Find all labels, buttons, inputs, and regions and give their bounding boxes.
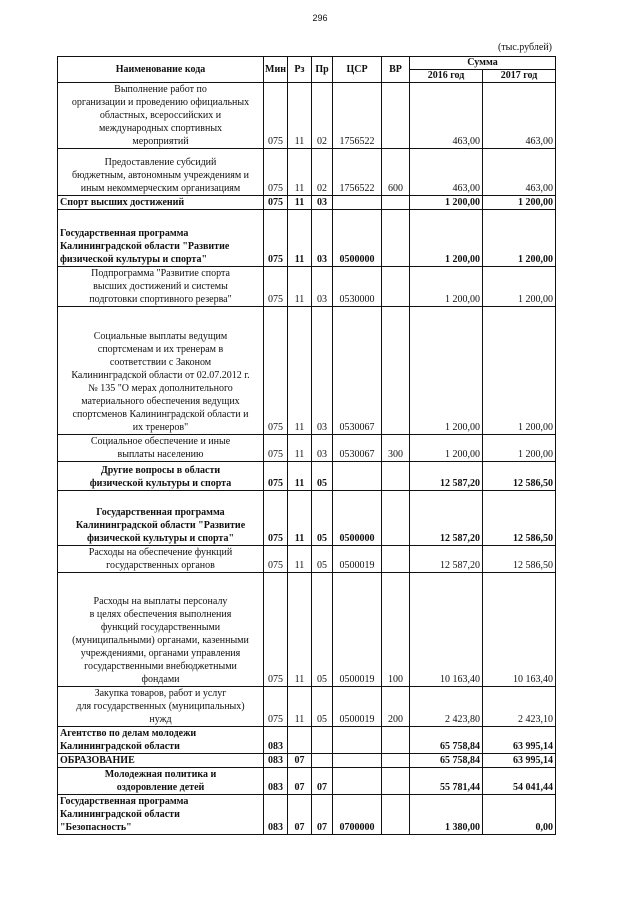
row-min: 075	[264, 546, 288, 573]
row-rz	[288, 727, 312, 754]
row-vr: 300	[382, 435, 410, 462]
row-pr: 03	[312, 267, 333, 307]
row-y2016: 65 758,84	[410, 754, 483, 768]
row-y2017: 1 200,00	[483, 307, 556, 435]
row-name: Предоставление субсидий бюджетным, автономным учреждениям и иным некоммерческим организациям	[58, 149, 264, 196]
table-row	[58, 83, 556, 149]
row-y2016: 463,00	[410, 83, 483, 149]
table-row	[58, 573, 556, 687]
row-pr: 03	[312, 210, 333, 267]
row-rz: 11	[288, 83, 312, 149]
row-pr	[312, 754, 333, 768]
page-number: 296	[312, 13, 328, 23]
row-csr: 0530000	[333, 267, 382, 307]
row-vr	[382, 546, 410, 573]
row-y2017: 1 200,00	[483, 435, 556, 462]
row-min: 083	[264, 754, 288, 768]
header-min: Мин	[264, 57, 288, 83]
row-vr	[382, 795, 410, 835]
row-y2016: 1 200,00	[410, 267, 483, 307]
row-name: Расходы на выплаты персоналу в целях обеспечения выполнения функций государственными (муниципальными) органами, казенными учреждениями, органами управления государственными внебюджетными фондами	[58, 573, 264, 687]
row-rz: 11	[288, 149, 312, 196]
table-row	[58, 687, 556, 727]
row-y2017: 463,00	[483, 83, 556, 149]
row-pr: 07	[312, 768, 333, 795]
row-y2017: 1 200,00	[483, 210, 556, 267]
table-body	[58, 83, 556, 835]
row-y2016: 12 587,20	[410, 462, 483, 491]
row-csr: 1756522	[333, 149, 382, 196]
row-pr: 05	[312, 462, 333, 491]
row-min: 075	[264, 267, 288, 307]
row-vr	[382, 83, 410, 149]
row-name: Подпрограмма "Развитие спорта высших достижений и системы подготовки спортивного резерва"	[58, 267, 264, 307]
row-min: 075	[264, 491, 288, 546]
row-csr	[333, 727, 382, 754]
row-y2016: 1 200,00	[410, 435, 483, 462]
header-sum: Сумма	[410, 57, 556, 70]
table-row	[58, 768, 556, 795]
row-y2016: 10 163,40	[410, 573, 483, 687]
row-rz: 11	[288, 546, 312, 573]
row-csr: 0500000	[333, 210, 382, 267]
row-y2017: 2 423,10	[483, 687, 556, 727]
row-y2017: 12 586,50	[483, 546, 556, 573]
row-y2016: 1 200,00	[410, 196, 483, 210]
row-y2016: 55 781,44	[410, 768, 483, 795]
row-y2017: 54 041,44	[483, 768, 556, 795]
row-min: 075	[264, 83, 288, 149]
row-name: Выполнение работ по организации и проведению официальных областных, всероссийских и международных спортивных мероприятий	[58, 83, 264, 149]
header-pr: Пр	[312, 57, 333, 83]
row-csr	[333, 196, 382, 210]
row-min: 083	[264, 768, 288, 795]
table-row	[58, 196, 556, 210]
row-pr: 03	[312, 307, 333, 435]
header-2017: 2017 год	[483, 70, 556, 83]
row-name: Социальные выплаты ведущим спортсменам и их тренерам в соответствии с Законом Калининградской области от 02.07.2012 г. № 135 "О мерах дополнительного материального обеспечения ведущих спортсменов Калининградской области и их тренеров"	[58, 307, 264, 435]
row-y2016: 1 200,00	[410, 210, 483, 267]
row-min: 075	[264, 307, 288, 435]
row-min: 075	[264, 210, 288, 267]
row-csr: 0500019	[333, 687, 382, 727]
row-y2017: 1 200,00	[483, 196, 556, 210]
row-name: Государственная программа Калининградской области "Развитие физической культуры и спорта"	[58, 210, 264, 267]
row-y2017: 63 995,14	[483, 727, 556, 754]
header-rz: Рз	[288, 57, 312, 83]
row-pr: 05	[312, 573, 333, 687]
table-row	[58, 727, 556, 754]
row-y2017: 63 995,14	[483, 754, 556, 768]
row-rz: 07	[288, 795, 312, 835]
row-csr: 0700000	[333, 795, 382, 835]
row-y2016: 65 758,84	[410, 727, 483, 754]
row-csr: 1756522	[333, 83, 382, 149]
row-rz: 11	[288, 435, 312, 462]
header-2016: 2016 год	[410, 70, 483, 83]
row-csr: 0500000	[333, 491, 382, 546]
row-vr	[382, 768, 410, 795]
row-vr	[382, 307, 410, 435]
header-vr: ВР	[382, 57, 410, 83]
row-vr	[382, 210, 410, 267]
row-y2017: 10 163,40	[483, 573, 556, 687]
row-pr: 02	[312, 149, 333, 196]
row-vr	[382, 491, 410, 546]
row-y2016: 12 587,20	[410, 491, 483, 546]
row-y2017: 12 586,50	[483, 462, 556, 491]
row-min: 075	[264, 149, 288, 196]
row-name: Спорт высших достижений	[58, 196, 264, 210]
row-y2016: 463,00	[410, 149, 483, 196]
row-csr: 0500019	[333, 546, 382, 573]
row-min: 075	[264, 687, 288, 727]
row-y2017: 12 586,50	[483, 491, 556, 546]
row-csr: 0500019	[333, 573, 382, 687]
row-name: ОБРАЗОВАНИЕ	[58, 754, 264, 768]
table-row	[58, 754, 556, 768]
row-y2017: 463,00	[483, 149, 556, 196]
row-min: 075	[264, 196, 288, 210]
row-rz: 11	[288, 462, 312, 491]
row-min: 083	[264, 727, 288, 754]
table-row	[58, 149, 556, 196]
row-vr: 200	[382, 687, 410, 727]
row-name: Молодежная политика и оздоровление детей	[58, 768, 264, 795]
row-name: Агентство по делам молодежи Калининградской области	[58, 727, 264, 754]
row-pr: 05	[312, 687, 333, 727]
row-rz: 11	[288, 267, 312, 307]
row-pr: 02	[312, 83, 333, 149]
row-rz: 11	[288, 491, 312, 546]
row-vr: 100	[382, 573, 410, 687]
row-min: 075	[264, 573, 288, 687]
row-y2016: 12 587,20	[410, 546, 483, 573]
row-pr: 05	[312, 491, 333, 546]
row-csr: 0530067	[333, 307, 382, 435]
budget-table	[57, 56, 556, 835]
row-vr: 600	[382, 149, 410, 196]
row-vr	[382, 462, 410, 491]
table-row	[58, 546, 556, 573]
row-y2017: 0,00	[483, 795, 556, 835]
row-rz: 11	[288, 307, 312, 435]
row-name: Расходы на обеспечение функций государственных органов	[58, 546, 264, 573]
table-row	[58, 795, 556, 835]
row-pr: 03	[312, 196, 333, 210]
header-csr: ЦСР	[333, 57, 382, 83]
header-name: Наименование кода	[58, 57, 264, 83]
row-csr: 0530067	[333, 435, 382, 462]
row-y2016: 2 423,80	[410, 687, 483, 727]
table-row	[58, 435, 556, 462]
row-csr	[333, 754, 382, 768]
row-name: Социальное обеспечение и иные выплаты населению	[58, 435, 264, 462]
table-row	[58, 210, 556, 267]
row-y2016: 1 200,00	[410, 307, 483, 435]
row-min: 075	[264, 435, 288, 462]
row-csr	[333, 462, 382, 491]
units-label: (тыс.рублей)	[497, 42, 552, 53]
row-rz: 11	[288, 210, 312, 267]
row-min: 075	[264, 462, 288, 491]
row-rz: 11	[288, 687, 312, 727]
row-rz: 07	[288, 754, 312, 768]
table-row	[58, 267, 556, 307]
row-pr: 03	[312, 435, 333, 462]
row-min: 083	[264, 795, 288, 835]
row-pr: 07	[312, 795, 333, 835]
row-pr	[312, 727, 333, 754]
table-row	[58, 307, 556, 435]
row-y2017: 1 200,00	[483, 267, 556, 307]
row-csr	[333, 768, 382, 795]
row-vr	[382, 727, 410, 754]
row-name: Государственная программа Калининградской области "Безопасность"	[58, 795, 264, 835]
row-vr	[382, 267, 410, 307]
row-name: Другие вопросы в области физической культуры и спорта	[58, 462, 264, 491]
row-pr: 05	[312, 546, 333, 573]
table-row	[58, 491, 556, 546]
row-rz: 11	[288, 573, 312, 687]
row-rz: 11	[288, 196, 312, 210]
row-vr	[382, 196, 410, 210]
row-y2016: 1 380,00	[410, 795, 483, 835]
table-row	[58, 462, 556, 491]
row-rz: 07	[288, 768, 312, 795]
row-name: Закупка товаров, работ и услуг для государственных (муниципальных) нужд	[58, 687, 264, 727]
row-name: Государственная программа Калининградской области "Развитие физической культуры и спорта"	[58, 491, 264, 546]
row-vr	[382, 754, 410, 768]
